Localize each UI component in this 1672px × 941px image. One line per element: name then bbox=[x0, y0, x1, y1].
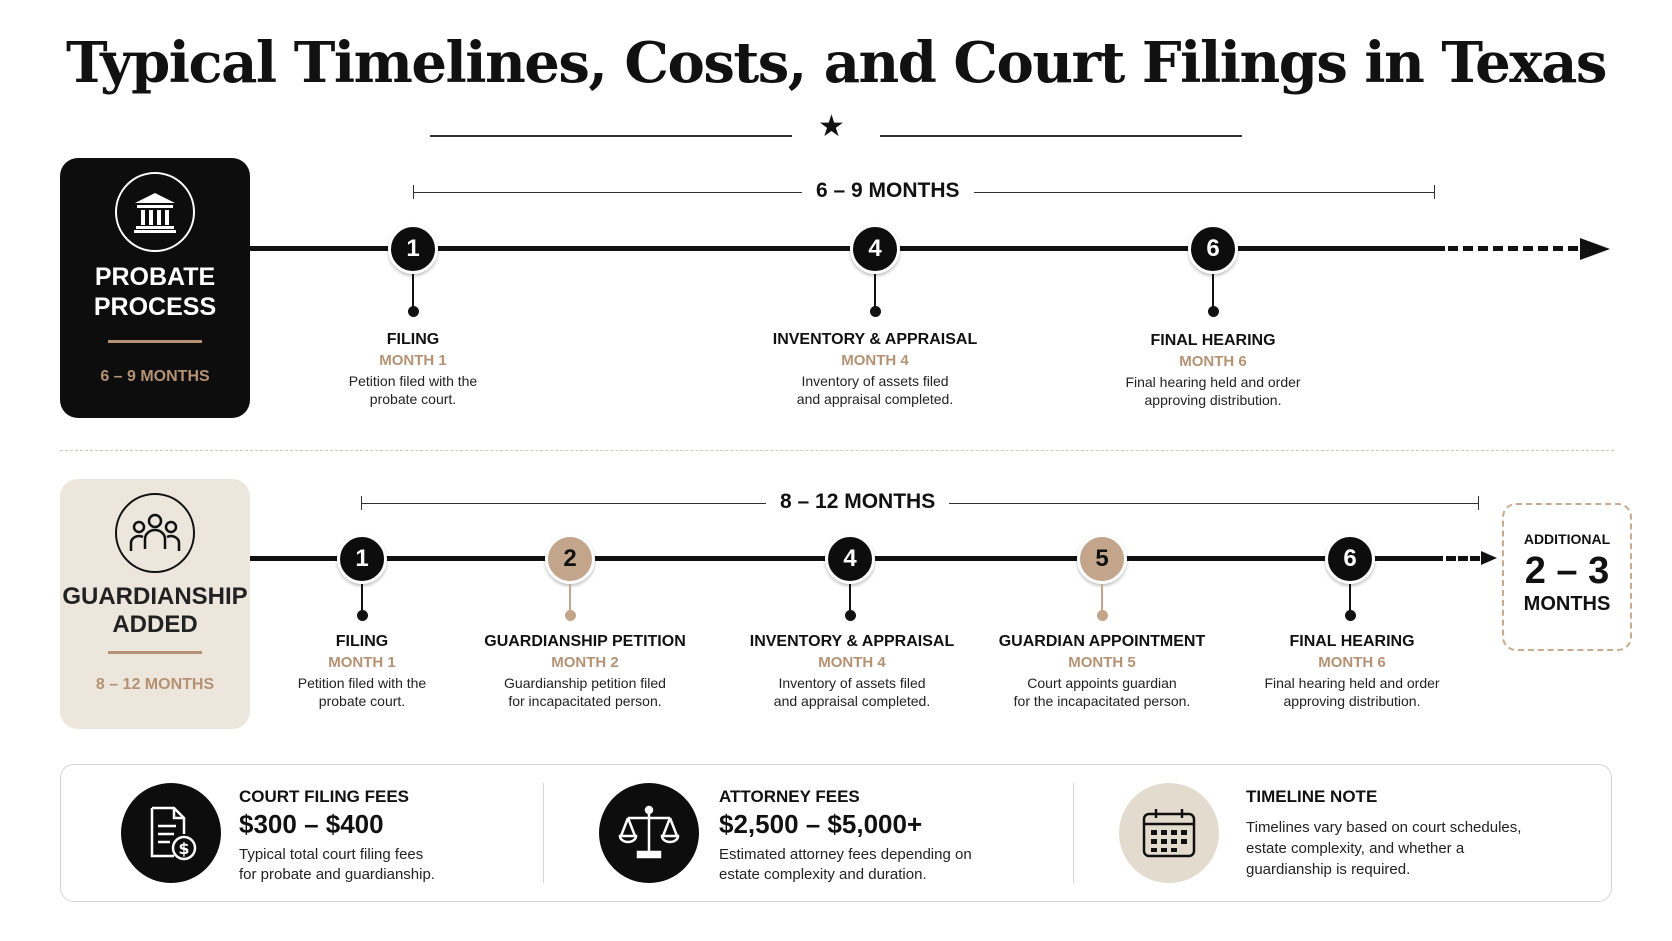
step-month: MONTH 6 bbox=[1318, 654, 1386, 671]
guardianship-span-tick-start bbox=[361, 496, 362, 510]
step-desc: Petition filed with the bbox=[348, 373, 478, 389]
step-title: FINAL HEARING bbox=[1150, 332, 1276, 349]
guardianship-title-line2: ADDED bbox=[112, 611, 198, 638]
guardianship-span-tick-end bbox=[1478, 496, 1479, 510]
step-desc: for incapacitated person. bbox=[508, 693, 662, 709]
probate-step bbox=[293, 330, 533, 408]
probate-step bbox=[1093, 331, 1333, 409]
probate-span-tick-end bbox=[1434, 185, 1435, 199]
cost-desc bbox=[1246, 817, 1521, 880]
guardianship-step bbox=[465, 632, 705, 710]
guardianship-step-node: 5 bbox=[1077, 534, 1127, 584]
step-title: FINAL HEARING bbox=[1289, 633, 1415, 650]
step-desc: and appraisal completed. bbox=[773, 693, 931, 709]
probate-step-stem bbox=[1212, 274, 1214, 310]
probate-process-card bbox=[60, 158, 250, 418]
step-desc: Guardianship petition filed bbox=[504, 675, 666, 691]
step-title: INVENTORY & APPRAISAL bbox=[772, 331, 978, 348]
step-month: MONTH 1 bbox=[328, 654, 396, 671]
step-month: MONTH 6 bbox=[1179, 353, 1247, 370]
scales-of-justice-icon bbox=[599, 783, 699, 883]
guardianship-step bbox=[732, 632, 972, 710]
step-desc: Final hearing held and order bbox=[1125, 374, 1301, 390]
guardianship-step-node: 1 bbox=[337, 534, 387, 584]
step-desc: Petition filed with the bbox=[297, 675, 427, 691]
guardianship-card bbox=[60, 479, 250, 729]
step-desc: Court appoints guardian bbox=[1027, 675, 1177, 691]
guardianship-card-rule bbox=[108, 651, 202, 654]
additional-value: 2 – 3 bbox=[1524, 550, 1610, 592]
step-desc: Inventory of assets filed bbox=[801, 373, 949, 389]
probate-step-node: 4 bbox=[850, 224, 900, 274]
step-month: MONTH 5 bbox=[1068, 654, 1136, 671]
probate-card-rule bbox=[108, 340, 202, 343]
guardianship-step-node: 2 bbox=[545, 534, 595, 584]
probate-step-dot bbox=[870, 306, 881, 317]
step-desc: Final hearing held and order bbox=[1264, 675, 1440, 691]
title-rule-right bbox=[880, 135, 1242, 137]
guardianship-step-dot bbox=[1097, 610, 1108, 621]
divider bbox=[543, 783, 544, 883]
step-desc: probate court. bbox=[318, 693, 406, 709]
probate-step-node: 1 bbox=[388, 224, 438, 274]
probate-step-stem bbox=[874, 274, 876, 310]
divider bbox=[1073, 783, 1074, 883]
cost-desc bbox=[239, 845, 435, 885]
probate-span-label: 6 – 9 MONTHS bbox=[802, 179, 974, 203]
step-desc: approving distribution. bbox=[1283, 693, 1421, 709]
people-group-icon bbox=[115, 493, 195, 573]
guardianship-step bbox=[242, 632, 482, 710]
additional-unit: MONTHS bbox=[1523, 593, 1611, 615]
step-title: GUARDIANSHIP PETITION bbox=[484, 633, 686, 650]
guardianship-duration: 8 – 12 MONTHS bbox=[95, 676, 215, 693]
guardianship-step bbox=[1232, 632, 1472, 710]
probate-step bbox=[755, 330, 995, 408]
cost-desc-line: guardianship is required. bbox=[1246, 861, 1411, 878]
step-month: MONTH 1 bbox=[379, 352, 447, 369]
guardianship-span-label: 8 – 12 MONTHS bbox=[766, 490, 949, 514]
step-title: FILING bbox=[386, 331, 440, 348]
step-title: INVENTORY & APPRAISAL bbox=[749, 633, 955, 650]
cost-desc-line: estate complexity, and whether a bbox=[1246, 840, 1465, 857]
cost-desc-line: estate complexity and duration. bbox=[719, 866, 927, 883]
guardianship-title-line1: GUARDIANSHIP bbox=[62, 583, 248, 610]
arrow-right-icon bbox=[1580, 238, 1610, 260]
cost-label: ATTORNEY FEES bbox=[719, 787, 860, 806]
step-month: MONTH 4 bbox=[818, 654, 886, 671]
document-dollar-icon bbox=[121, 783, 221, 883]
probate-step-node: 6 bbox=[1188, 224, 1238, 274]
guardianship-timeline-dashed bbox=[1446, 556, 1480, 561]
calendar-icon bbox=[1119, 783, 1219, 883]
cost-desc-line: for probate and guardianship. bbox=[239, 866, 435, 883]
cost-desc-line: Timelines vary based on court schedules, bbox=[1246, 819, 1522, 836]
probate-step-stem bbox=[412, 274, 414, 310]
probate-step-dot bbox=[1208, 306, 1219, 317]
guardianship-step-dot bbox=[1345, 610, 1356, 621]
probate-step-dot bbox=[408, 306, 419, 317]
additional-label: ADDITIONAL bbox=[1523, 531, 1611, 547]
step-desc: for the incapacitated person. bbox=[1013, 693, 1191, 709]
additional-months-box bbox=[1502, 503, 1632, 651]
probate-title-line2: PROCESS bbox=[93, 293, 217, 321]
section-separator bbox=[60, 450, 1614, 451]
step-desc: and appraisal completed. bbox=[796, 391, 954, 407]
step-title: FILING bbox=[335, 633, 389, 650]
guardianship-step-dot bbox=[565, 610, 576, 621]
page-title: Typical Timelines, Costs, and Court Filings in Texas bbox=[66, 30, 1606, 96]
probate-timeline-dashed bbox=[1448, 246, 1578, 251]
svg-text:$: $ bbox=[178, 839, 190, 858]
cost-label: TIMELINE NOTE bbox=[1246, 787, 1378, 806]
step-desc: probate court. bbox=[369, 391, 457, 407]
step-month: MONTH 4 bbox=[841, 352, 909, 369]
guardianship-step-node: 4 bbox=[825, 534, 875, 584]
probate-span-tick-start bbox=[413, 185, 414, 199]
step-month: MONTH 2 bbox=[551, 654, 619, 671]
probate-duration: 6 – 9 MONTHS bbox=[100, 368, 210, 385]
guardianship-step-node: 6 bbox=[1325, 534, 1375, 584]
cost-value: $300 – $400 bbox=[239, 809, 384, 839]
guardianship-step-dot bbox=[845, 610, 856, 621]
cost-desc-line: Typical total court filing fees bbox=[239, 846, 424, 863]
title-rule-left bbox=[430, 135, 792, 137]
step-desc: Inventory of assets filed bbox=[778, 675, 926, 691]
cost-desc-line: Estimated attorney fees depending on bbox=[719, 846, 972, 863]
arrow-right-icon bbox=[1481, 551, 1497, 565]
step-desc: approving distribution. bbox=[1144, 392, 1282, 408]
cost-desc bbox=[719, 845, 972, 885]
courthouse-icon bbox=[115, 172, 195, 252]
cost-label: COURT FILING FEES bbox=[239, 787, 409, 806]
guardianship-step-dot bbox=[357, 610, 368, 621]
cost-value: $2,500 – $5,000+ bbox=[719, 809, 923, 839]
guardianship-step bbox=[982, 632, 1222, 710]
star-icon: ★ bbox=[818, 110, 845, 143]
step-title: GUARDIAN APPOINTMENT bbox=[998, 633, 1206, 650]
probate-title-line1: PROBATE bbox=[94, 263, 216, 291]
costs-panel bbox=[60, 764, 1612, 902]
